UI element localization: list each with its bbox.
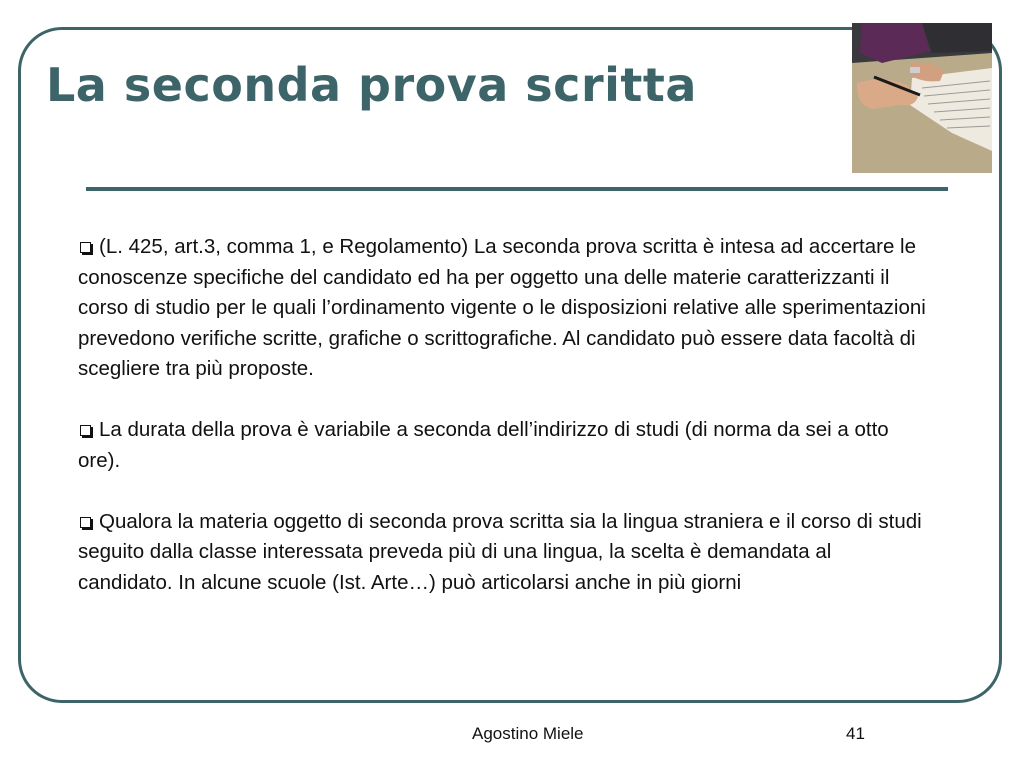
- paragraph-text: La durata della prova è variabile a seconda dell’indirizzo di studi (di norma da sei a otto ore).: [78, 418, 889, 472]
- slide-title: La seconda prova scritta: [46, 58, 697, 112]
- slide-body: [78, 232, 928, 629]
- page-number: 41: [846, 724, 865, 743]
- square-bullet-icon: [80, 242, 91, 253]
- bullet-paragraph: [78, 232, 928, 385]
- paragraph-text: (L. 425, art.3, comma 1, e Regolamento) La seconda prova scritta è intesa ad accertare le conoscenze specifiche del candidato ed ha per oggetto una delle materie caratterizzanti il corso di studio per le quali l’ordinamento vigente o le disposizioni relative alle sperimentazioni prevedono verifiche scritte, grafiche o scrittografiche. Al candidato può essere data facoltà di scegliere tra più proposte.: [78, 235, 926, 380]
- title-divider: [86, 187, 948, 191]
- writing-hand-photo-icon: [852, 23, 992, 173]
- bullet-paragraph: [78, 507, 928, 599]
- footer-author: Agostino Miele: [472, 724, 584, 743]
- square-bullet-icon: [80, 425, 91, 436]
- paragraph-text: Qualora la materia oggetto di seconda prova scritta sia la lingua straniera e il corso di studi seguito dalla classe interessata preveda più di una lingua, la scelta è demandata al candidato. In alcune scuole (Ist. Arte…) può articolarsi anche in più giorni: [78, 509, 922, 594]
- bullet-paragraph: [78, 415, 928, 476]
- square-bullet-icon: [80, 517, 91, 528]
